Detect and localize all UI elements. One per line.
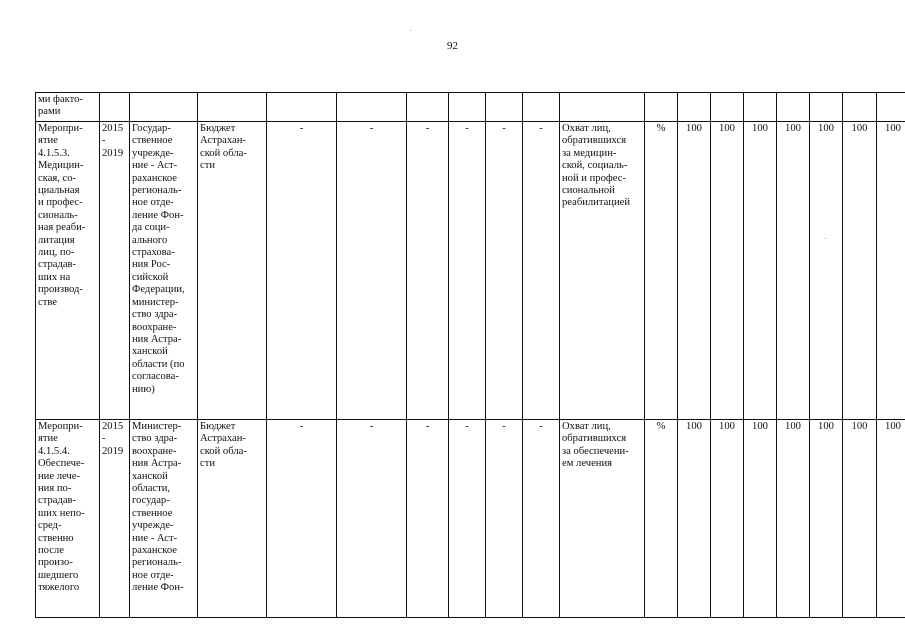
page-number: 92	[447, 40, 458, 52]
dash-cell: -	[337, 420, 407, 618]
dash-cell: -	[486, 420, 523, 618]
empty-cell	[877, 93, 905, 122]
value-cell: 100	[711, 420, 744, 618]
dash-cell: -	[523, 122, 560, 420]
indicator-cell: Охват лиц, обратившихся за обеспечени- ем лечения	[560, 420, 645, 618]
value-cell: 100	[877, 122, 905, 420]
executor-cell: Государ- ственное учрежде- ние - Аст- раханское региональ- ное отде- ление Фон- да соци- ального страхова- ния Рос- сийской Федерации, министер- ство здра- воохране- ния Астра- ханской области (по согласова- нию)	[130, 122, 198, 420]
funding-source-cell: Бюджет Астрахан- ской обла- сти	[198, 420, 267, 618]
empty-cell	[407, 93, 449, 122]
value-cell: 100	[744, 122, 777, 420]
indicator-cell: Охват лиц, обратившихся за медицин- ской, социаль- ной и профес- сиональной реабилитацией	[560, 122, 645, 420]
empty-cell	[744, 93, 777, 122]
dash-cell: -	[267, 420, 337, 618]
table-row	[36, 122, 905, 420]
measure-name-cell: Меропри- ятие 4.1.5.3. Медицин- ская, со- циальная и профес- сиональ- ная реаби- литация лиц, по- страдав- ших на производ- стве	[36, 122, 100, 420]
empty-cell	[130, 93, 198, 122]
empty-cell	[449, 93, 486, 122]
value-cell: 100	[810, 420, 843, 618]
empty-cell	[645, 93, 678, 122]
dash-cell: -	[267, 122, 337, 420]
empty-cell	[100, 93, 130, 122]
value-cell: 100	[777, 420, 810, 618]
scan-speck	[410, 30, 411, 31]
dash-cell: -	[449, 122, 486, 420]
value-cell: 100	[777, 122, 810, 420]
scan-speck	[825, 238, 826, 239]
dash-cell: -	[523, 420, 560, 618]
program-table	[35, 92, 905, 618]
dash-cell: -	[337, 122, 407, 420]
value-cell: 100	[678, 420, 711, 618]
empty-cell	[337, 93, 407, 122]
empty-cell	[560, 93, 645, 122]
funding-source-cell: Бюджет Астрахан- ской обла- сти	[198, 122, 267, 420]
empty-cell	[486, 93, 523, 122]
empty-cell	[843, 93, 877, 122]
table-row-continuation	[36, 93, 905, 122]
empty-cell	[711, 93, 744, 122]
empty-cell	[810, 93, 843, 122]
value-cell: 100	[843, 122, 877, 420]
years-cell: 2015 - 2019	[100, 122, 130, 420]
dash-cell: -	[449, 420, 486, 618]
executor-cell: Министер- ство здра- воохране- ния Астра- ханской области, государ- ственное учрежде- ние - Аст- раханское региональ- ное отде- ление Фон-	[130, 420, 198, 618]
dash-cell: -	[486, 122, 523, 420]
empty-cell	[678, 93, 711, 122]
dash-cell: -	[407, 122, 449, 420]
value-cell: 100	[810, 122, 843, 420]
empty-cell	[198, 93, 267, 122]
value-cell: 100	[711, 122, 744, 420]
value-cell: 100	[877, 420, 905, 618]
measure-name-cell: ми факто- рами	[36, 93, 100, 122]
unit-cell: %	[645, 122, 678, 420]
table-row	[36, 420, 905, 618]
measure-name-cell: Меропри- ятие 4.1.5.4. Обеспече- ние лече- ния по- страдав- ших непо- сред- ственно после произо- шедшего тяжелого	[36, 420, 100, 618]
value-cell: 100	[678, 122, 711, 420]
empty-cell	[777, 93, 810, 122]
value-cell: 100	[744, 420, 777, 618]
dash-cell: -	[407, 420, 449, 618]
years-cell: 2015 - 2019	[100, 420, 130, 618]
value-cell: 100	[843, 420, 877, 618]
unit-cell: %	[645, 420, 678, 618]
empty-cell	[267, 93, 337, 122]
empty-cell	[523, 93, 560, 122]
